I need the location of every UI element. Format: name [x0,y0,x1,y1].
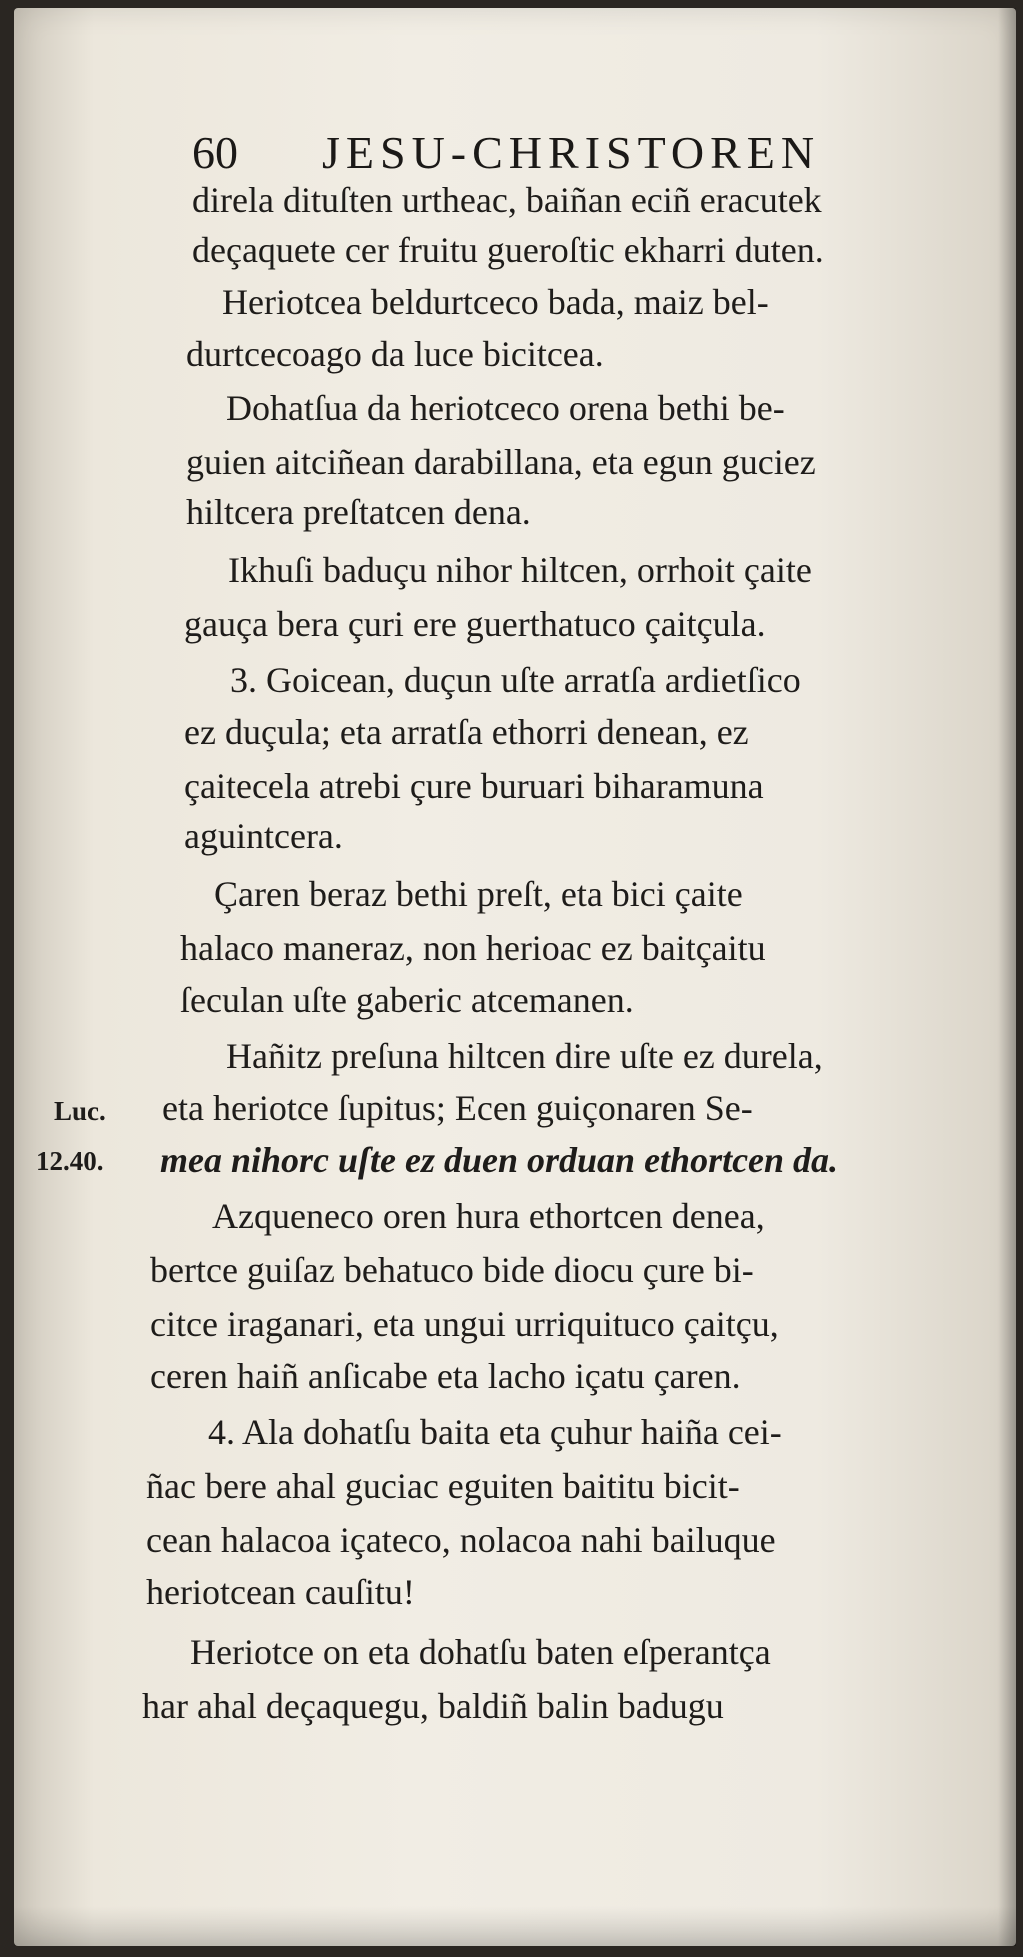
margin-note: 12.40. [36,1146,104,1176]
page-edge-shadow [998,8,1016,1946]
book-page [14,8,1016,1946]
text-line: ſeculan uſte gaberic atcemanen. [180,980,634,1020]
text-line: deçaquete cer fruitu gueroſtic ekharri duten. [192,230,824,270]
text-line: Heriotcea beldurtceco bada, maiz bel- [222,282,769,322]
text-line: ceren haiñ anſicabe eta lacho içatu çaren. [150,1356,741,1396]
text-line: mea nihorc uſte ez duen orduan ethortcen da. [160,1140,839,1180]
text-line: gauça bera çuri ere guerthatuco çaitçula. [184,604,766,644]
text-line: durtcecoago da luce bicitcea. [186,334,604,374]
running-head [192,126,912,186]
page-number: 60 [192,127,238,178]
text-line: heriotcean cauſitu! [146,1572,415,1612]
text-line: eta heriotce ſupitus; Ecen guiçonaren Se- [162,1088,753,1128]
text-line: Çaren beraz bethi preſt, eta bici çaite [214,874,743,914]
running-title: JESU-CHRISTOREN [322,127,821,178]
text-line: guien aitciñean darabillana, eta egun guciez [186,442,816,482]
text-line: Azqueneco oren hura ethortcen denea, [212,1196,765,1236]
text-line: aguintcera. [184,816,343,856]
page-bottom-shadow [14,1906,1016,1946]
text-line: bertce guiſaz behatuco bide diocu çure bi- [150,1250,754,1290]
text-line: ñac bere ahal guciac eguiten baititu bicit- [146,1466,740,1506]
text-line: Hañitz preſuna hiltcen dire uſte ez durela, [226,1036,823,1076]
text-line: halaco maneraz, non herioac ez baitçaitu [180,928,766,968]
margin-note: Luc. [54,1096,106,1126]
text-line: Ikhuſi baduçu nihor hiltcen, orrhoit çaite [228,550,812,590]
text-line: çaitecela atrebi çure buruari biharamuna [184,766,764,806]
text-line: har ahal deçaquegu, baldiñ balin badugu [142,1686,724,1726]
text-line: Heriotce on eta dohatſu baten eſperantça [190,1632,771,1672]
text-line: citce iraganari, eta ungui urriquituco çaitçu, [150,1304,779,1344]
text-line: ez duçula; eta arratſa ethorri denean, ez [184,712,749,752]
text-line: direla dituſten urtheac, baiñan eciñ eracutek [192,180,822,220]
text-line: Dohatſua da heriotceco orena bethi be- [226,388,785,428]
text-line: 3. Goicean, duçun uſte arratſa ardietſico [230,660,801,700]
text-line: cean halacoa içateco, nolacoa nahi bailuque [146,1520,776,1560]
text-line: 4. Ala dohatſu baita eta çuhur haiña cei- [208,1412,782,1452]
text-line: hiltcera preſtatcen dena. [186,492,531,532]
